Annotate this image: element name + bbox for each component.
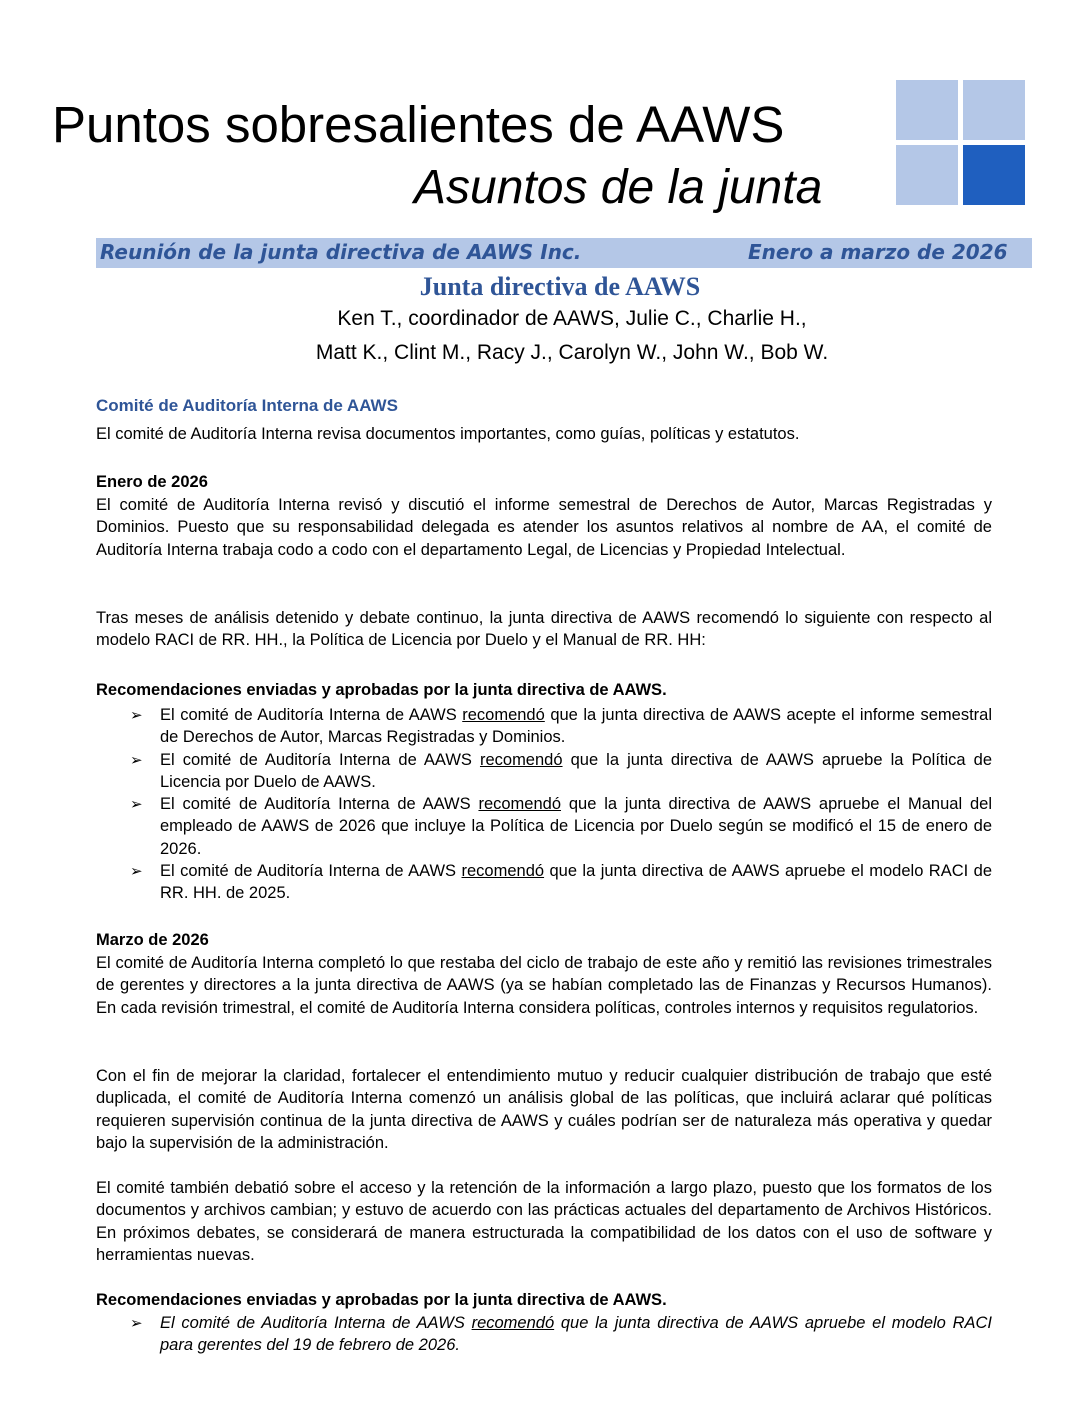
january-heading: Enero de 2026 [96, 473, 208, 491]
march-heading: Marzo de 2026 [96, 931, 209, 949]
board-members-line: Matt K., Clint M., Racy J., Carolyn W., John W., Bob W. [315, 341, 829, 364]
march-paragraph: El comité de Auditoría Interna completó lo que restaba del ciclo de trabajo de este año y remitió las revisiones trimestrales de gerentes y directores a la junta directiva de AAWS (ya se habían completado las de Finanzas y Recursos Humanos). En cada revisión trimestral, el comité de Auditoría Interna considera políticas, controles internos y requisitos regulatorios. [96, 954, 992, 1017]
arrow-bullet-icon: ➢ [130, 1314, 143, 1332]
recommendations-heading: Recomendaciones enviadas y aprobadas por la junta directiva de AAWS. [96, 1291, 667, 1309]
page-subtitle: Asuntos de la junta [414, 161, 823, 214]
list-item: ➢ El comité de Auditoría Interna de AAWS recomendó que la junta directiva de AAWS apruebe el Manual del empleado de AAWS de 2026 que incluye la Política de Licencia por Duelo según se modificó el 15 de enero de 2026. [130, 795, 992, 858]
list-item: ➢ El comité de Auditoría Interna de AAWS recomendó que la junta directiva de AAWS apruebe el modelo RACI para gerentes del 19 de febrero de 2026. [130, 1314, 993, 1355]
board-members-line: Ken T., coordinador de AAWS, Julie C., Charlie H., [337, 307, 807, 330]
board-title: Junta directiva de AAWS [419, 272, 701, 301]
arrow-bullet-icon: ➢ [130, 750, 143, 769]
march-paragraph: Con el fin de mejorar la claridad, fortalecer el entendimiento mutuo y reducir cualquier distribución de trabajo que esté duplicada, el comité de Auditoría Interna comenzó un análisis global de las políticas, que incluirá aclarar qué políticas requieren supervisión continua de la junta directiva de AAWS y cuáles podrían ser de naturaleza más operativa y quedar bajo la supervisión de la administración. [96, 1067, 992, 1152]
arrow-bullet-icon: ➢ [130, 862, 143, 881]
meeting-title: Reunión de la junta directiva de AAWS Inc. [100, 240, 582, 264]
recommendations-list [96, 704, 992, 905]
list-item: ➢ El comité de Auditoría Interna de AAWS recomendó que la junta directiva de AAWS acepte el informe semestral de Derechos de Autor, Marcas Registradas y Dominios. [130, 706, 992, 747]
section-heading: Comité de Auditoría Interna de AAWS [96, 396, 398, 415]
list-item: ➢ El comité de Auditoría Interna de AAWS recomendó que la junta directiva de AAWS apruebe el modelo RACI de RR. HH. de 2025. [130, 862, 992, 903]
arrow-bullet-icon: ➢ [130, 795, 143, 814]
decorative-square [896, 80, 958, 140]
decorative-square [963, 80, 1025, 140]
page-title: Puntos sobresalientes de AAWS [52, 96, 785, 153]
recommendations-list [96, 1312, 992, 1357]
recommendations-heading: Recomendaciones enviadas y aprobadas por la junta directiva de AAWS. [96, 681, 667, 699]
decorative-square [896, 145, 958, 205]
march-paragraph: El comité también debatió sobre el acceso y la retención de la información a largo plazo, puesto que los formatos de los documentos y archivos cambian; y estuvo de acuerdo con las prácticas actuales del departamento de Archivos Históricos. En próximos debates, se considerará de manera estructurada la compatibilidad de los datos con el uso de software y herramientas nuevas. [96, 1179, 992, 1264]
list-item: ➢ El comité de Auditoría Interna de AAWS recomendó que la junta directiva de AAWS apruebe la Política de Licencia por Duelo de AAWS. [130, 750, 992, 791]
january-paragraph: Tras meses de análisis detenido y debate continuo, la junta directiva de AAWS recomendó lo siguiente con respecto al modelo RACI de RR. HH., la Política de Licencia por Duelo y el Manual de RR. HH: [96, 609, 992, 650]
arrow-bullet-icon: ➢ [130, 706, 143, 724]
meeting-period: Enero a marzo de 2026 [748, 240, 1008, 264]
decorative-square-accent [963, 145, 1025, 205]
january-paragraph: El comité de Auditoría Interna revisó y discutió el informe semestral de Derechos de Autor, Marcas Registradas y Dominios. Puesto que su responsabilidad delegada es atender los asuntos relativos al nombre de AA, el comité de Auditoría Interna trabaja codo a codo con el departamento Legal, de Licencias y Propiedad Intelectual. [96, 496, 992, 559]
section-intro: El comité de Auditoría Interna revisa documentos importantes, como guías, políticas y estatutos. [96, 425, 800, 443]
